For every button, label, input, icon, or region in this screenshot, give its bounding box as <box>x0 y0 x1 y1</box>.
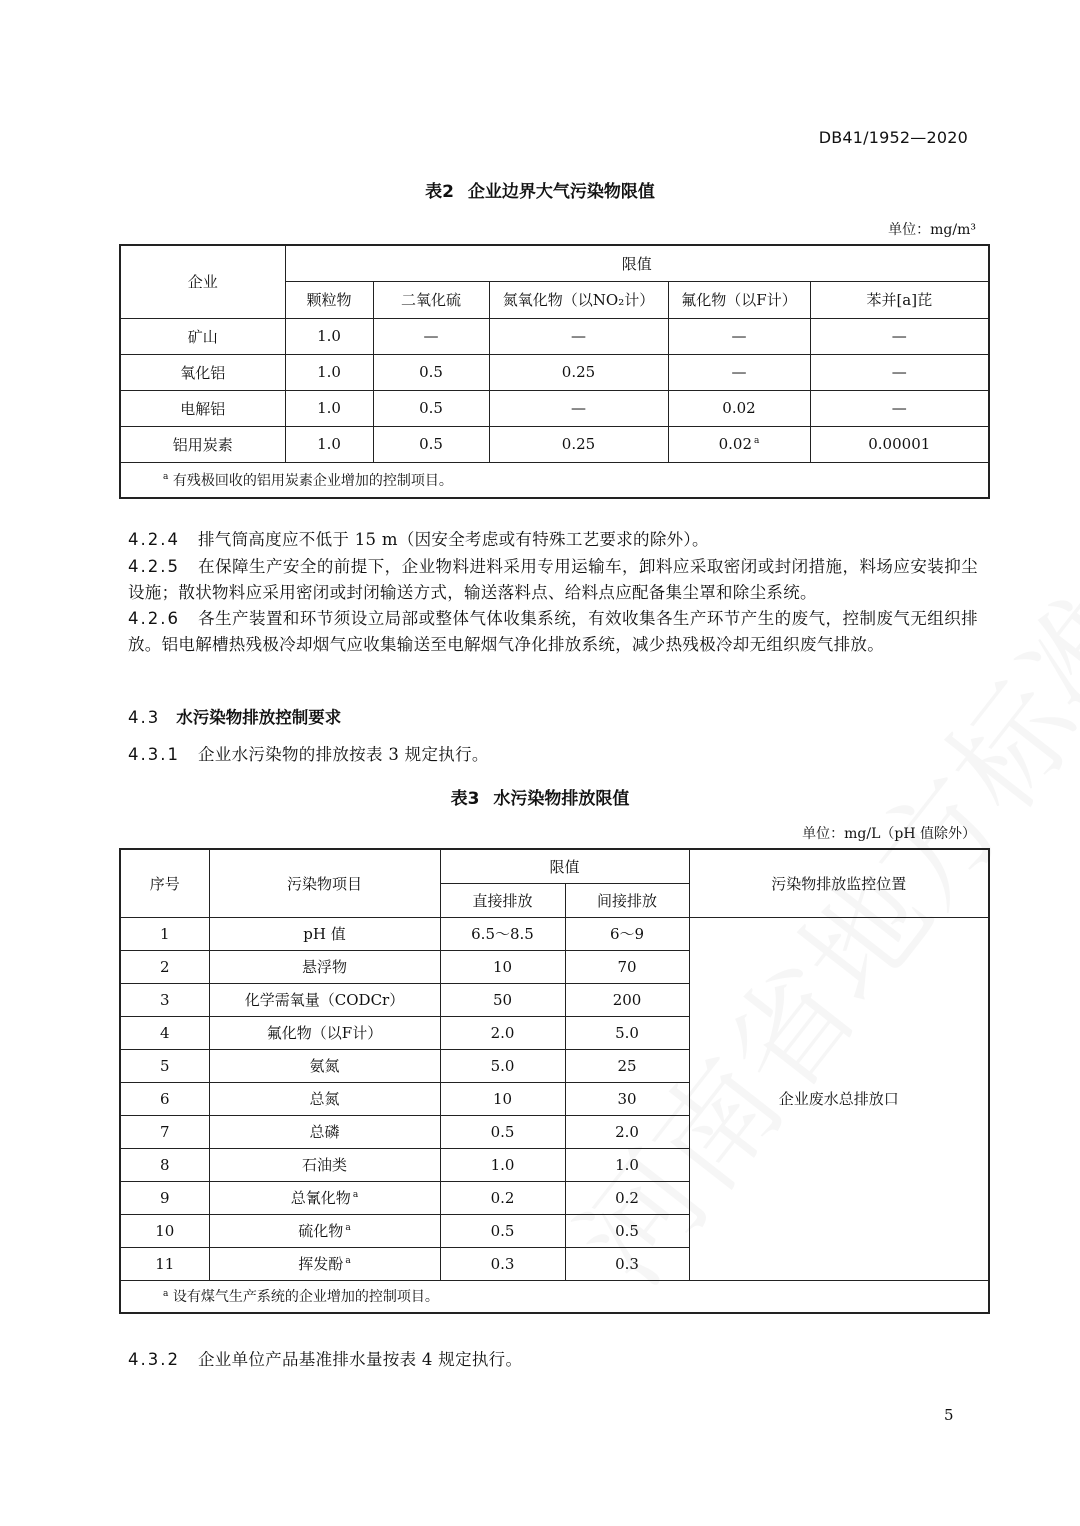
table3-header-seq: 序号 <box>120 849 209 917</box>
table3-seq: 8 <box>120 1148 209 1181</box>
table3-seq: 6 <box>120 1082 209 1115</box>
table2-footnote <box>120 462 989 498</box>
table3-direct: 0.5 <box>440 1214 565 1247</box>
clause-text: 排气筒高度应不低于 15 m（因安全考虑或有特殊工艺要求的除外）。 <box>197 530 709 549</box>
table3-item <box>209 1247 440 1280</box>
table3-item-text: 化学需氧量（CODCr） <box>244 991 405 1009</box>
section-title: 水污染物排放控制要求 <box>176 708 342 727</box>
table3-item <box>209 1214 440 1247</box>
clause-text: 在保障生产安全的前提下，企业物料进料采用专用运输车，卸料应采取密闭或封闭措施，料场应安装抑尘设施；散状物料应采用密闭或封闭输送方式，输送落料点、给料点应配备集尘罩和除尘系统。 <box>128 557 978 602</box>
table3-location: 企业废水总排放口 <box>689 917 989 1280</box>
table3-indirect: 2.0 <box>565 1115 689 1148</box>
section-number: 4.3 <box>128 708 161 727</box>
table3-indirect: 30 <box>565 1082 689 1115</box>
table2-cell: 0.5 <box>373 390 489 426</box>
table3-direct: 0.5 <box>440 1115 565 1148</box>
table2-row-name: 氧化铝 <box>120 354 285 390</box>
table3-seq: 5 <box>120 1049 209 1082</box>
table3-seq: 10 <box>120 1214 209 1247</box>
clause-text: 各生产装置和环节须设立局部或整体气体收集系统，有效收集各生产环节产生的废气，控制废气无组织排放。铝电解槽热残极冷却烟气应收集输送至电解烟气净化排放系统，减少热残极冷却无组织废气排放。 <box>128 609 978 654</box>
table3-direct: 2.0 <box>440 1016 565 1049</box>
table3-direct: 6.5～8.5 <box>440 917 565 950</box>
footnote-mark: a <box>352 1190 359 1200</box>
table2-row-name: 铝用炭素 <box>120 426 285 462</box>
clause-number: 4.2.5 <box>128 557 180 576</box>
footnote-mark: a <box>754 436 760 446</box>
table3-item <box>209 983 440 1016</box>
table3-seq: 3 <box>120 983 209 1016</box>
table3-header-limit: 限值 <box>440 849 689 883</box>
clause-number: 4.2.4 <box>128 530 180 549</box>
table2-cell: — <box>810 354 989 390</box>
table3-indirect: 1.0 <box>565 1148 689 1181</box>
table3-seq: 4 <box>120 1016 209 1049</box>
table2-cell: — <box>810 390 989 426</box>
table3-seq: 11 <box>120 1247 209 1280</box>
table3-header-location: 污染物排放监控位置 <box>689 849 989 917</box>
table2-cell: — <box>373 318 489 354</box>
table2-cell: 1.0 <box>285 354 373 390</box>
table3-item-text: 悬浮物 <box>301 958 347 976</box>
page-number: 5 <box>944 1406 954 1424</box>
table2 <box>119 244 990 499</box>
table3-item <box>209 1082 440 1115</box>
table2-header-col: 颗粒物 <box>285 281 373 318</box>
paragraph-4-3-2 <box>128 1347 978 1373</box>
table3-footnote-text: 设有煤气生产系统的企业增加的控制项目。 <box>172 1289 439 1306</box>
table-row <box>120 318 989 354</box>
table3-footnote <box>120 1280 989 1313</box>
table3-item <box>209 1148 440 1181</box>
table3-indirect: 0.5 <box>565 1214 689 1247</box>
table2-cell: 0.5 <box>373 426 489 462</box>
table2-cell: — <box>668 354 810 390</box>
footnote-mark: a <box>345 1223 351 1233</box>
table2-cell: 0.02 <box>668 390 810 426</box>
table3-indirect: 0.3 <box>565 1247 689 1280</box>
table2-header-limit: 限值 <box>285 245 989 281</box>
footnote-mark: a <box>345 1256 351 1266</box>
table3-item <box>209 1016 440 1049</box>
paragraph-4-3-1 <box>128 742 978 768</box>
table-row <box>120 426 989 462</box>
table3-seq: 7 <box>120 1115 209 1148</box>
clause-number: 4.3.1 <box>128 745 180 764</box>
table2-header-col: 氮氧化物（以NO₂计） <box>489 281 668 318</box>
table2-cell: 1.0 <box>285 426 373 462</box>
table2-cell: 1.0 <box>285 390 373 426</box>
section-heading-4-3 <box>128 704 341 728</box>
paragraph-4-2-5 <box>128 554 978 606</box>
table3-item-text: 总氰化物 <box>290 1189 351 1207</box>
table3-direct: 10 <box>440 950 565 983</box>
table3-item-text: 石油类 <box>301 1156 347 1174</box>
table3-item <box>209 950 440 983</box>
table3-seq: 9 <box>120 1181 209 1214</box>
table3-item-text: pH 值 <box>303 925 346 943</box>
table2-cell: — <box>489 318 668 354</box>
table2-row-name: 矿山 <box>120 318 285 354</box>
table3-item-text: 总磷 <box>309 1123 340 1141</box>
table3-title-text: 水污染物排放限值 <box>493 789 630 809</box>
table3-item <box>209 1181 440 1214</box>
footnote-mark: a <box>163 472 169 483</box>
table2-cell: — <box>668 318 810 354</box>
table2-cell: — <box>810 318 989 354</box>
table2-cell: 1.0 <box>285 318 373 354</box>
table3-indirect: 5.0 <box>565 1016 689 1049</box>
table3-header-direct: 直接排放 <box>440 883 565 917</box>
clause-text: 企业水污染物的排放按表 3 规定执行。 <box>197 745 489 764</box>
table2-cell: — <box>489 390 668 426</box>
table2-footnote-text: 有残极回收的铝用炭素企业增加的控制项目。 <box>172 472 453 489</box>
table3-title <box>0 784 1080 809</box>
table3-indirect: 70 <box>565 950 689 983</box>
table3-direct: 50 <box>440 983 565 1016</box>
table3-indirect: 0.2 <box>565 1181 689 1214</box>
table3-indirect: 200 <box>565 983 689 1016</box>
table2-unit: 单位：mg/m³ <box>888 222 976 238</box>
document-code: DB41/1952—2020 <box>818 128 968 147</box>
clause-number: 4.2.6 <box>128 609 180 628</box>
table-row <box>120 917 989 950</box>
table2-row-name: 电解铝 <box>120 390 285 426</box>
table2-title-text: 企业边界大气污染物限值 <box>467 182 655 202</box>
table3-indirect: 6～9 <box>565 917 689 950</box>
table3-header-item: 污染物项目 <box>209 849 440 917</box>
table2-header-col: 氟化物（以F计） <box>668 281 810 318</box>
table3 <box>119 848 990 1314</box>
table2-title <box>0 177 1080 202</box>
footnote-mark: a <box>163 1288 169 1299</box>
table3-item <box>209 1049 440 1082</box>
table3-unit: 单位：mg/L（pH 值除外） <box>802 826 976 842</box>
table3-item <box>209 917 440 950</box>
table2-cell: 0.5 <box>373 354 489 390</box>
table2-header-col: 苯并[a]芘 <box>810 281 989 318</box>
table2-header-enterprise: 企业 <box>120 245 285 318</box>
table2-number: 表2 <box>425 182 454 202</box>
table2-cell: 0.00001 <box>810 426 989 462</box>
table3-item-text: 硫化物 <box>298 1222 344 1240</box>
table2-cell-value: 0.02 <box>718 435 753 453</box>
table3-seq: 2 <box>120 950 209 983</box>
table3-direct: 0.2 <box>440 1181 565 1214</box>
table3-direct: 5.0 <box>440 1049 565 1082</box>
table3-header-indirect: 间接排放 <box>565 883 689 917</box>
table3-seq: 1 <box>120 917 209 950</box>
table2-cell: 0.25 <box>489 354 668 390</box>
table3-direct: 0.3 <box>440 1247 565 1280</box>
table-row <box>120 354 989 390</box>
table3-direct: 1.0 <box>440 1148 565 1181</box>
table3-number: 表3 <box>450 789 480 809</box>
table3-item-text: 氟化物（以F计） <box>266 1024 383 1042</box>
table3-item-text: 总氮 <box>309 1090 340 1108</box>
table2-header-col: 二氧化硫 <box>373 281 489 318</box>
table3-item <box>209 1115 440 1148</box>
table2-cell: 0.25 <box>489 426 668 462</box>
paragraph-4-2-6 <box>128 606 978 658</box>
table3-item-text: 挥发酚 <box>298 1255 344 1273</box>
table3-direct: 10 <box>440 1082 565 1115</box>
clause-number: 4.3.2 <box>128 1350 180 1369</box>
paragraph-4-2-4 <box>128 527 978 553</box>
table-row <box>120 390 989 426</box>
table3-item-text: 氨氮 <box>309 1057 340 1075</box>
table3-indirect: 25 <box>565 1049 689 1082</box>
clause-text: 企业单位产品基准排水量按表 4 规定执行。 <box>197 1350 523 1369</box>
table2-cell <box>668 426 810 462</box>
